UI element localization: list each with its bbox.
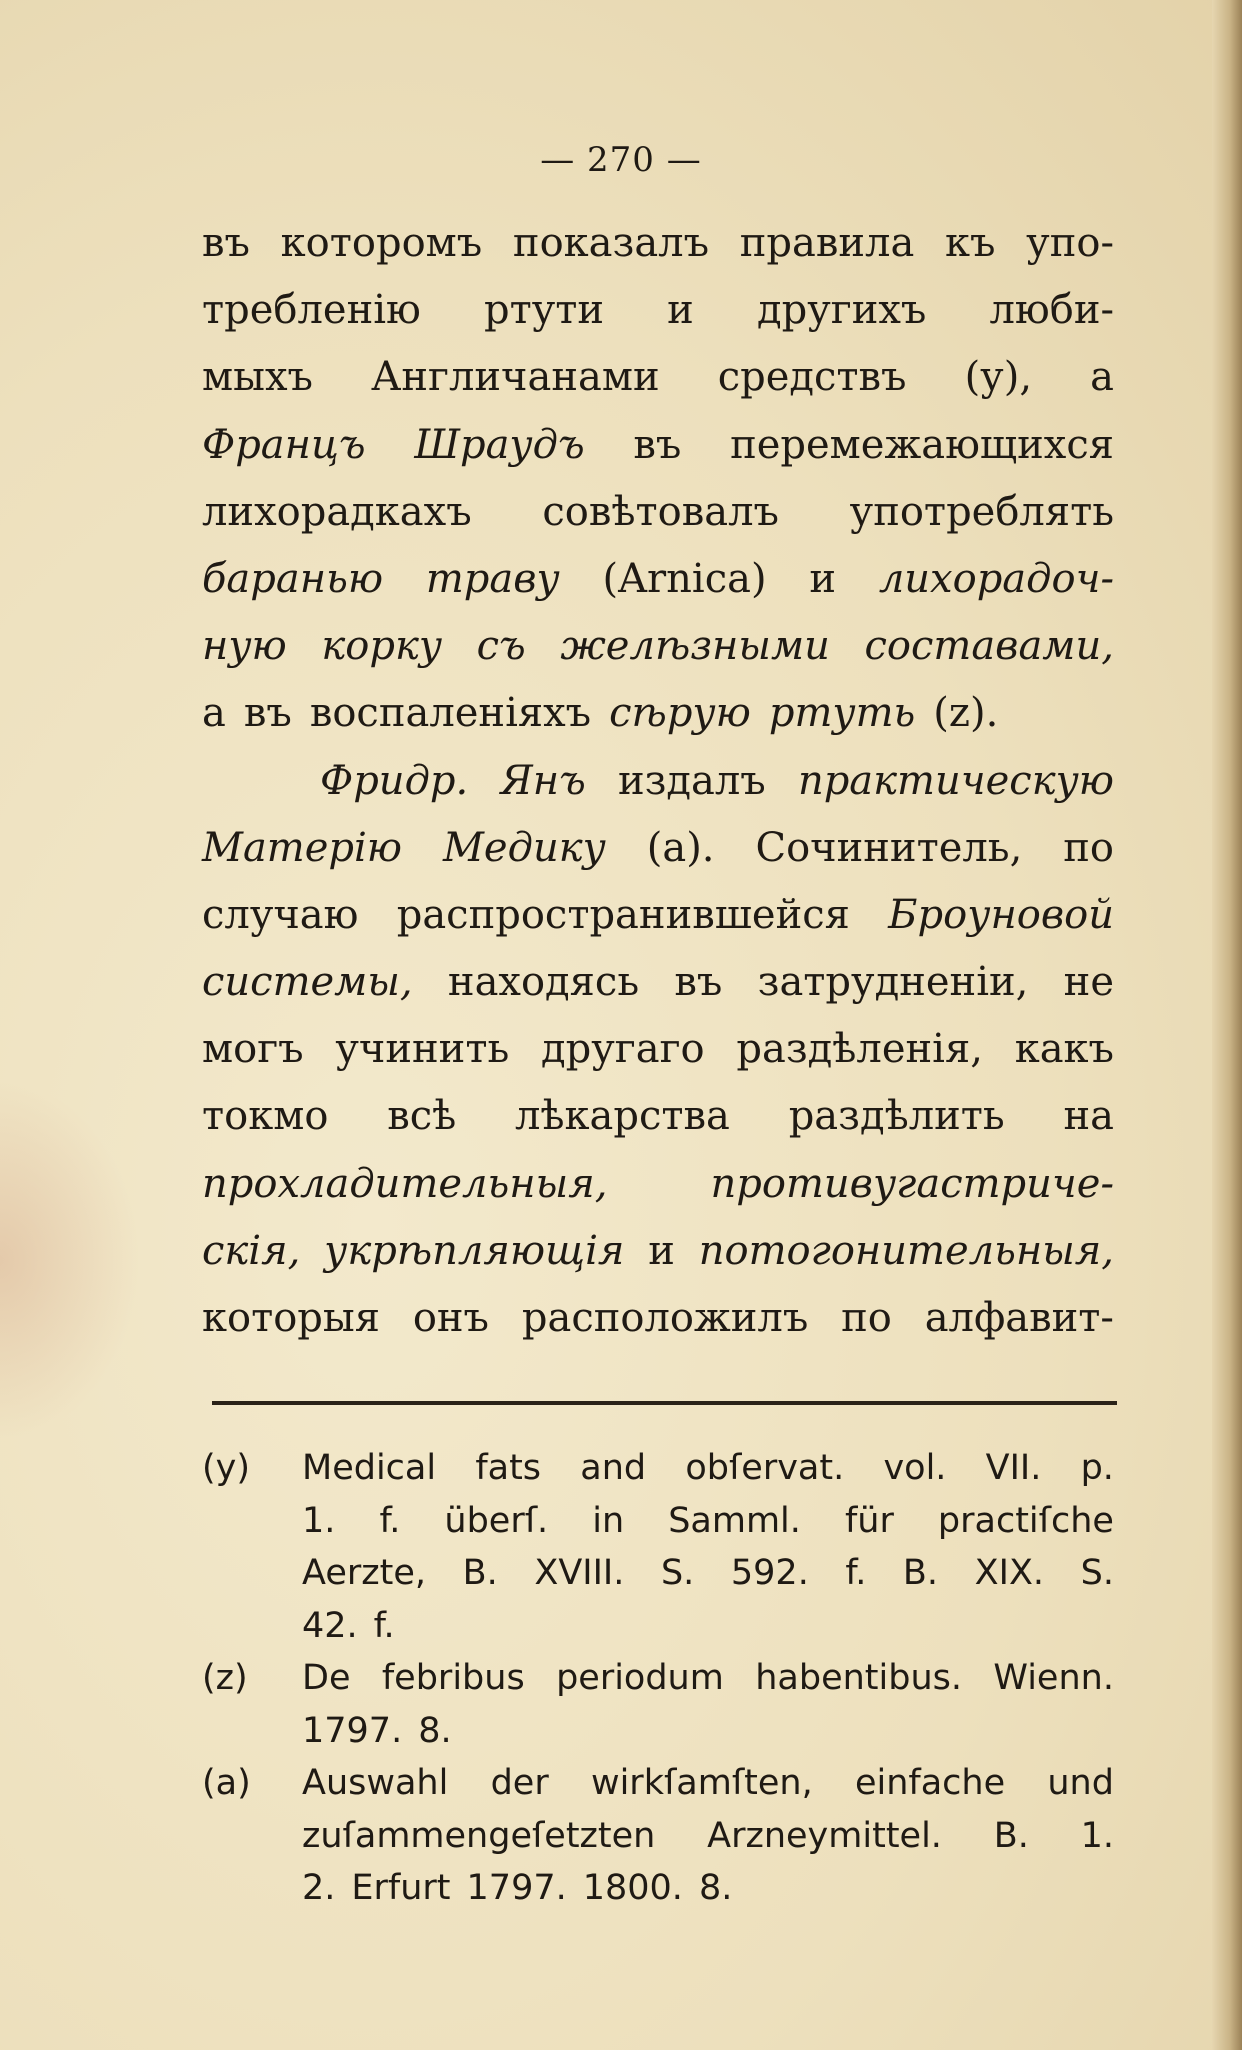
text-word: Янъ [500, 757, 586, 804]
footnote-line [302, 1547, 1114, 1600]
text-line [202, 210, 1114, 277]
footnote-word: 1. [302, 1500, 336, 1541]
text-word: Англичанами [371, 354, 660, 401]
footnote-word: VII. [985, 1448, 1042, 1488]
text-line [202, 748, 1114, 815]
text-word: лихорадоч- [878, 555, 1114, 602]
text-word: правила [739, 220, 915, 266]
text-word: Францъ [202, 421, 366, 468]
text-word: требленію [202, 287, 421, 334]
text-word: издалъ [617, 757, 766, 804]
text-word: упо- [1026, 220, 1114, 266]
text-word: и [809, 555, 837, 602]
footnote-word: Auswahl [302, 1763, 449, 1803]
footnote-word: 8. [698, 1868, 733, 1908]
text-word: токмо [202, 1093, 329, 1140]
footnote-word: 1. [1080, 1815, 1114, 1856]
text-word: употреблять [849, 488, 1114, 535]
text-word: корку [321, 623, 443, 670]
text-word: не [1063, 959, 1114, 1006]
book-spine-edge [1212, 0, 1242, 2050]
text-word: учинить [335, 1026, 510, 1073]
footnote-line [302, 1442, 1114, 1495]
text-word: (z). [933, 690, 999, 737]
text-line [202, 344, 1114, 411]
text-word: Шраудъ [414, 421, 585, 468]
text-line [202, 882, 1114, 949]
footnote-separator-rule [212, 1401, 1117, 1405]
text-word: скія, [202, 1227, 301, 1274]
text-word: прохладительныя, [202, 1160, 608, 1207]
text-word: раздѣлить [788, 1093, 1005, 1140]
text-word: въ [674, 959, 723, 1006]
footnote-word: XIX. [974, 1553, 1045, 1593]
text-word: укрѣпляющія [324, 1227, 625, 1274]
text-word: сѣрую [609, 690, 751, 737]
text-word: по [841, 1295, 892, 1341]
page-number-header: — 270 — [540, 140, 702, 180]
text-word: и [667, 287, 694, 334]
footnote-word: periodum [556, 1658, 724, 1698]
text-word: желѣзными [560, 623, 830, 670]
footnote-word: und [1047, 1763, 1114, 1803]
footnote-a [202, 1757, 1114, 1915]
footnote-mark: (a) [202, 1763, 251, 1803]
footnote-word: B. [462, 1553, 498, 1593]
footnote-word: einfache [854, 1763, 1006, 1803]
footnote-word: Wienn. [993, 1658, 1114, 1698]
footnote-word: Medical [302, 1448, 437, 1488]
footnote-word: febribus [381, 1658, 525, 1698]
footnote-word: 592. [730, 1553, 809, 1593]
text-word: по [1063, 824, 1114, 871]
text-word: (у), [964, 354, 1033, 401]
footnote-word: f. [845, 1553, 867, 1593]
footnote-line [302, 1652, 1114, 1705]
text-line [202, 1218, 1114, 1285]
footnote-word: 1800. [582, 1868, 683, 1908]
text-word: ртуть [768, 690, 916, 737]
text-word: какъ [1014, 1026, 1114, 1073]
text-line [202, 613, 1114, 680]
footnote-mark: (y) [202, 1448, 251, 1488]
text-word: Медику [442, 824, 606, 871]
text-line [202, 815, 1114, 882]
footnote-word: S. [660, 1553, 695, 1593]
text-line [202, 479, 1114, 546]
footnote-mark: (z) [202, 1658, 248, 1698]
footnote-line [302, 1757, 1114, 1810]
text-word: другаго [541, 1026, 705, 1073]
text-word: на [1063, 1093, 1114, 1140]
text-word: другихъ [756, 287, 927, 334]
footnote-line [302, 1810, 1114, 1863]
text-word: мыхъ [202, 354, 313, 401]
text-line [202, 277, 1114, 344]
text-word: системы, [202, 959, 413, 1006]
text-word: въ [633, 421, 682, 468]
text-line [202, 546, 1114, 613]
text-word: противугастриче- [710, 1160, 1114, 1207]
footnote-line [302, 1600, 1114, 1653]
footnote-word: für [844, 1500, 894, 1541]
text-word: къ [945, 220, 996, 266]
footnote-line [302, 1862, 1114, 1915]
text-line [202, 1016, 1114, 1083]
footnote-word: B. [993, 1815, 1029, 1856]
footnote-y [202, 1442, 1114, 1652]
footnote-word: 42. [302, 1605, 358, 1646]
text-word: и [648, 1227, 675, 1274]
text-line [202, 680, 1114, 747]
text-word: а [1090, 354, 1114, 401]
text-word: Броуновой [888, 891, 1114, 938]
text-word: которомъ [280, 220, 483, 266]
text-word: потогонительныя, [698, 1227, 1114, 1274]
paper-stain [0, 1080, 140, 1440]
footnote-word: Arzneymittel. [707, 1815, 942, 1856]
footnote-z [202, 1652, 1114, 1757]
text-word: лѣкарства [515, 1093, 730, 1140]
text-word: онъ [412, 1295, 490, 1341]
footnote-word: fats [475, 1448, 542, 1488]
text-word: воспаленіяхъ [309, 690, 592, 737]
text-word: распространившейся [396, 891, 850, 938]
text-word: раздѣленія, [736, 1026, 983, 1073]
text-word: а [202, 690, 226, 737]
text-word: (а). [646, 824, 715, 871]
footnote-word: and [580, 1448, 647, 1488]
text-line [202, 1083, 1114, 1150]
text-word: Сочинитель, [755, 824, 1023, 871]
text-word: (Arnica) [602, 555, 767, 602]
footnote-line [302, 1705, 1114, 1758]
footnote-word: S. [1080, 1553, 1114, 1593]
footnote-word: zuſammengeſetzten [302, 1815, 656, 1856]
text-word: ную [202, 623, 287, 670]
footnote-word: in [592, 1500, 625, 1541]
text-word: всѣ [387, 1093, 457, 1140]
text-word: въ [202, 220, 250, 266]
text-word: алфавит- [924, 1295, 1114, 1341]
footnote-word: Aerzte, [302, 1553, 427, 1593]
text-word: средствъ [717, 354, 907, 401]
text-word: совѣтовалъ [542, 488, 779, 535]
footnote-word: De [302, 1658, 351, 1698]
footnote-word: wirkſamſten, [590, 1763, 813, 1803]
text-word: лихорадкахъ [202, 488, 472, 535]
text-word: перемежающихся [730, 421, 1114, 468]
footnote-word: f. [379, 1500, 401, 1541]
text-word: показалъ [512, 220, 710, 266]
text-line [202, 949, 1114, 1016]
footnote-word: der [490, 1763, 549, 1803]
text-word: люби- [989, 287, 1114, 334]
footnote-word: habentibus. [755, 1658, 962, 1698]
footnote-word: B. [902, 1553, 939, 1593]
footnote-word: Erfurt [351, 1868, 451, 1908]
text-word: находясь [447, 959, 640, 1006]
text-line [202, 1151, 1114, 1218]
text-word: затрудненіи, [757, 959, 1029, 1006]
footnote-word: p. [1080, 1448, 1114, 1488]
text-word: могъ [202, 1026, 304, 1073]
text-word: Фридр. [320, 757, 469, 804]
footnote-word: 8. [418, 1710, 452, 1751]
text-word: баранью [202, 555, 384, 602]
footnote-word: 1797. [302, 1710, 403, 1751]
text-word: въ [243, 690, 292, 737]
text-word: ртути [483, 287, 605, 334]
text-word: съ [476, 623, 526, 670]
text-word: составами, [864, 623, 1114, 670]
text-word: практическую [797, 757, 1114, 804]
main-text-body [202, 210, 1114, 1352]
footnote-word: f. [373, 1605, 395, 1646]
footnote-word: XVIII. [534, 1553, 625, 1593]
footnote-word: obſervat. [685, 1448, 845, 1488]
footnote-word: practiſche [937, 1500, 1114, 1541]
text-word: расположилъ [521, 1295, 809, 1341]
text-word: Матерію [202, 824, 403, 871]
text-line [202, 412, 1114, 479]
text-line [202, 1285, 1114, 1352]
footnote-word: vol. [883, 1448, 947, 1488]
footnote-word: Samml. [668, 1500, 801, 1541]
text-word: траву [425, 555, 560, 602]
footnote-word: überſ. [444, 1500, 549, 1541]
footnote-word: 2. [302, 1868, 336, 1908]
footnote-line [302, 1495, 1114, 1548]
text-word: случаю [202, 891, 359, 938]
text-word: которыя [202, 1295, 380, 1341]
footnote-word: 1797. [466, 1868, 567, 1908]
